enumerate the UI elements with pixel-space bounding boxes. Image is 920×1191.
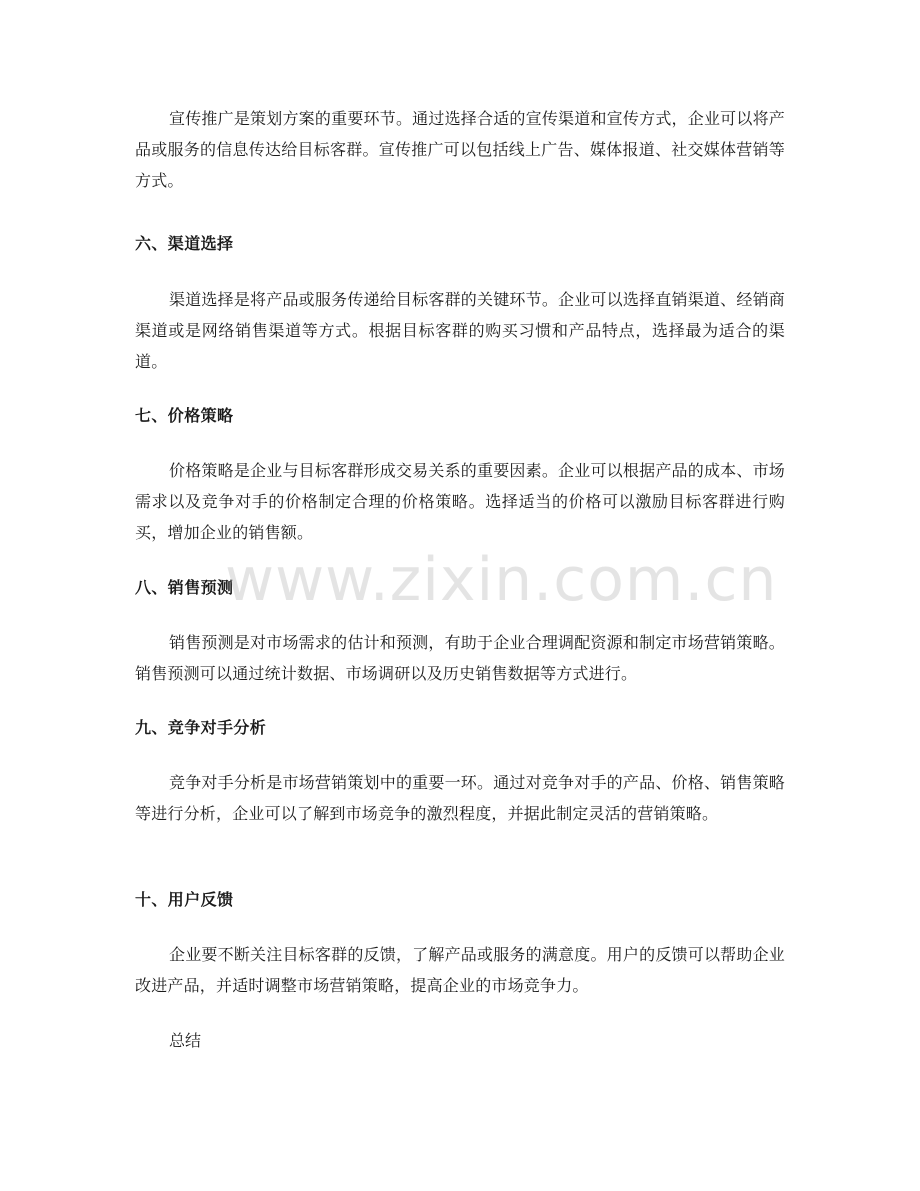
section-heading-pricing-strategy: 七、价格策略 <box>135 406 234 425</box>
section-heading-competitor-analysis: 九、竞争对手分析 <box>135 718 267 737</box>
paragraph-channel-selection: 渠道选择是将产品或服务传递给目标客群的关键环节。企业可以选择直销渠道、经销商渠道或是网络销售渠道等方式。根据目标客群的购买习惯和产品特点，选择最为适合的渠道。 <box>135 290 785 371</box>
paragraph-user-feedback: 企业要不断关注目标客群的反馈，了解产品或服务的满意度。用户的反馈可以帮助企业改进产品，并适时调整市场营销策略，提高企业的市场竞争力。 <box>135 945 785 995</box>
paragraph-competitor-analysis: 竞争对手分析是市场营销策划中的重要一环。通过对竞争对手的产品、价格、销售策略等进行分析，企业可以了解到市场竞争的激烈程度，并据此制定灵活的营销策略。 <box>135 773 785 823</box>
paragraph-promotion: 宣传推广是策划方案的重要环节。通过选择合适的宣传渠道和宣传方式，企业可以将产品或服务的信息传达给目标客群。宣传推广可以包括线上广告、媒体报道、社交媒体营销等方式。 <box>135 109 785 190</box>
paragraph-sales-forecast: 销售预测是对市场需求的估计和预测，有助于企业合理调配资源和制定市场营销策略。销售预测可以通过统计数据、市场调研以及历史销售数据等方式进行。 <box>135 633 785 683</box>
section-heading-user-feedback: 十、用户反馈 <box>135 890 234 909</box>
paragraph-pricing-strategy: 价格策略是企业与目标客群形成交易关系的重要因素。企业可以根据产品的成本、市场需求以及竞争对手的价格制定合理的价格策略。选择适当的价格可以激励目标客群进行购买，增加企业的销售额。 <box>135 461 785 542</box>
summary-heading: 总结 <box>169 1031 202 1050</box>
watermark: www.zixin.com.cn <box>225 545 778 615</box>
section-heading-sales-forecast: 八、销售预测 <box>135 578 234 597</box>
section-heading-channel-selection: 六、渠道选择 <box>135 234 234 253</box>
